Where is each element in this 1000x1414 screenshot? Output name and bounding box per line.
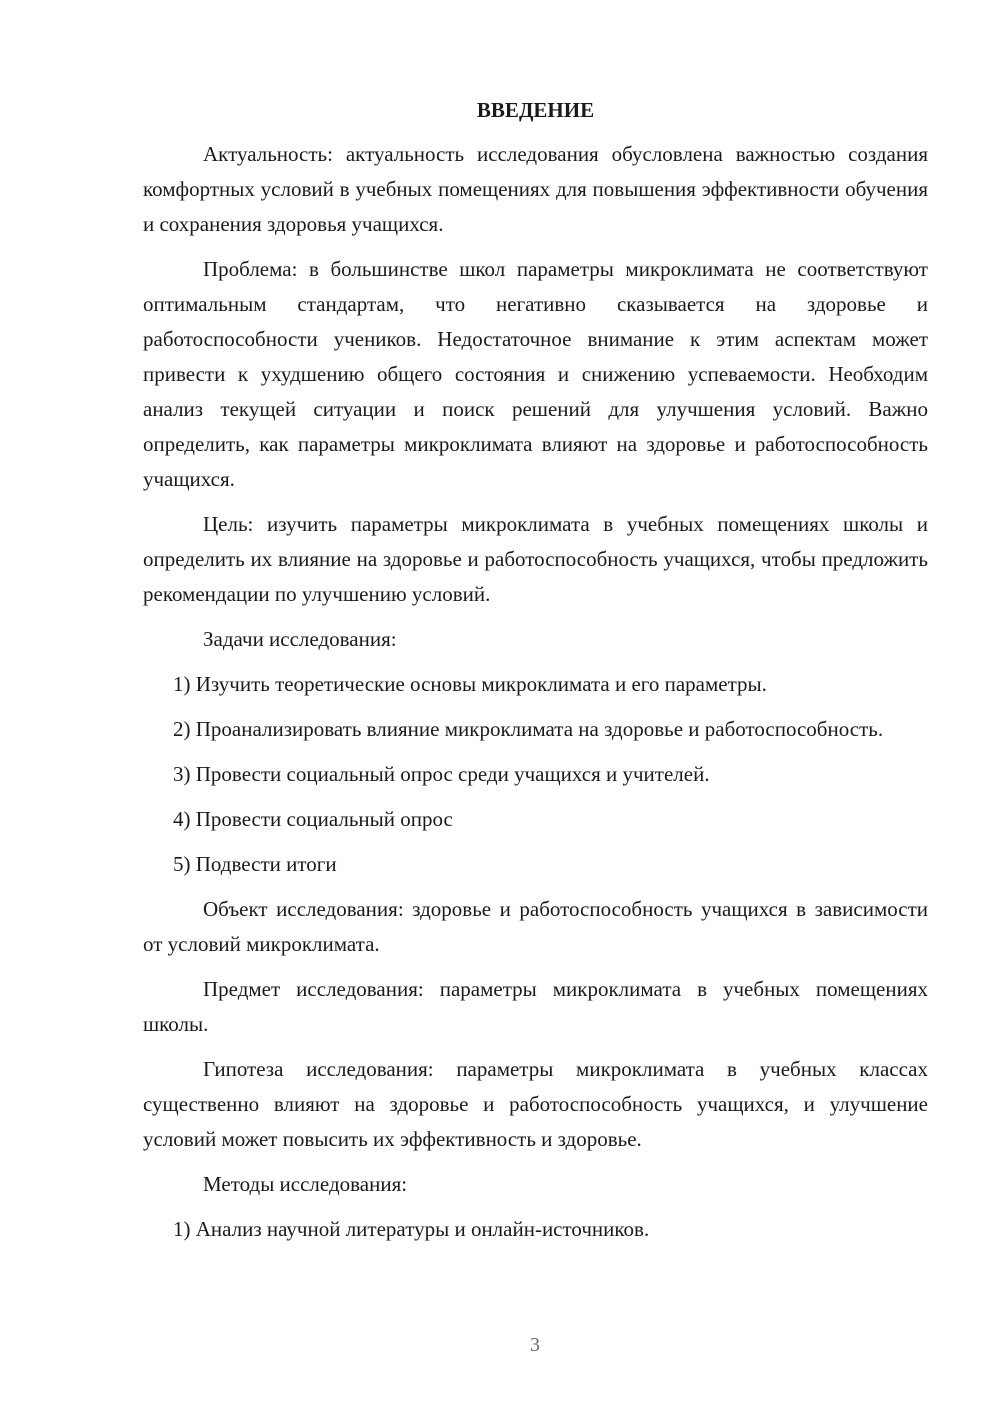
goal-paragraph: Цель: изучить параметры микроклимата в учебных помещениях школы и определить их влияние на здоровье и работоспособность учащихся, чтобы предложить рекомендации по улучшению условий. [143,512,928,606]
task-item-3: 3) Провести социальный опрос среди учащихся и учителей. [173,762,710,786]
object-paragraph: Объект исследования: здоровье и работоспособность учащихся в зависимости от условий микроклимата. [143,897,928,956]
hypothesis-paragraph: Гипотеза исследования: параметры микроклимата в учебных классах существенно влияют на здоровье и работоспособность учащихся, и улучшение условий может повысить их эффективность и здоровье. [143,1057,928,1151]
task-item-2: 2) Проанализировать влияние микроклимата на здоровье и работоспособность. [173,717,884,741]
task-item-1: 1) Изучить теоретические основы микроклимата и его параметры. [173,672,767,696]
task-item-4: 4) Провести социальный опрос [173,807,453,831]
relevance-paragraph: Актуальность: актуальность исследования обусловлена важностью создания комфортных условий в учебных помещениях для повышения эффективности обучения и сохранения здоровья учащихся. [143,142,928,236]
tasks-title: Задачи исследования: [203,627,397,651]
page-number: 3 [530,1334,540,1356]
page-content [143,93,928,1257]
subject-paragraph: Предмет исследования: параметры микроклимата в учебных помещениях школы. [143,977,928,1036]
page-heading: ВВЕДЕНИЕ [476,98,595,122]
method-item-1: 1) Анализ научной литературы и онлайн-источников. [173,1217,650,1241]
problem-paragraph: Проблема: в большинстве школ параметры микроклимата не соответствуют оптимальным стандартам, что негативно сказывается на здоровье и работоспособности учеников. Недостаточное внимание к этим аспектам может привести к ухудшению общего состояния и снижению успеваемости. Необходим анализ текущей ситуации и поиск решений для улучшения условий. Важно определить, как параметры микроклимата влияют на здоровье и работоспособность учащихся. [143,257,928,491]
methods-title: Методы исследования: [203,1172,408,1196]
task-item-5: 5) Подвести итоги [173,852,337,876]
